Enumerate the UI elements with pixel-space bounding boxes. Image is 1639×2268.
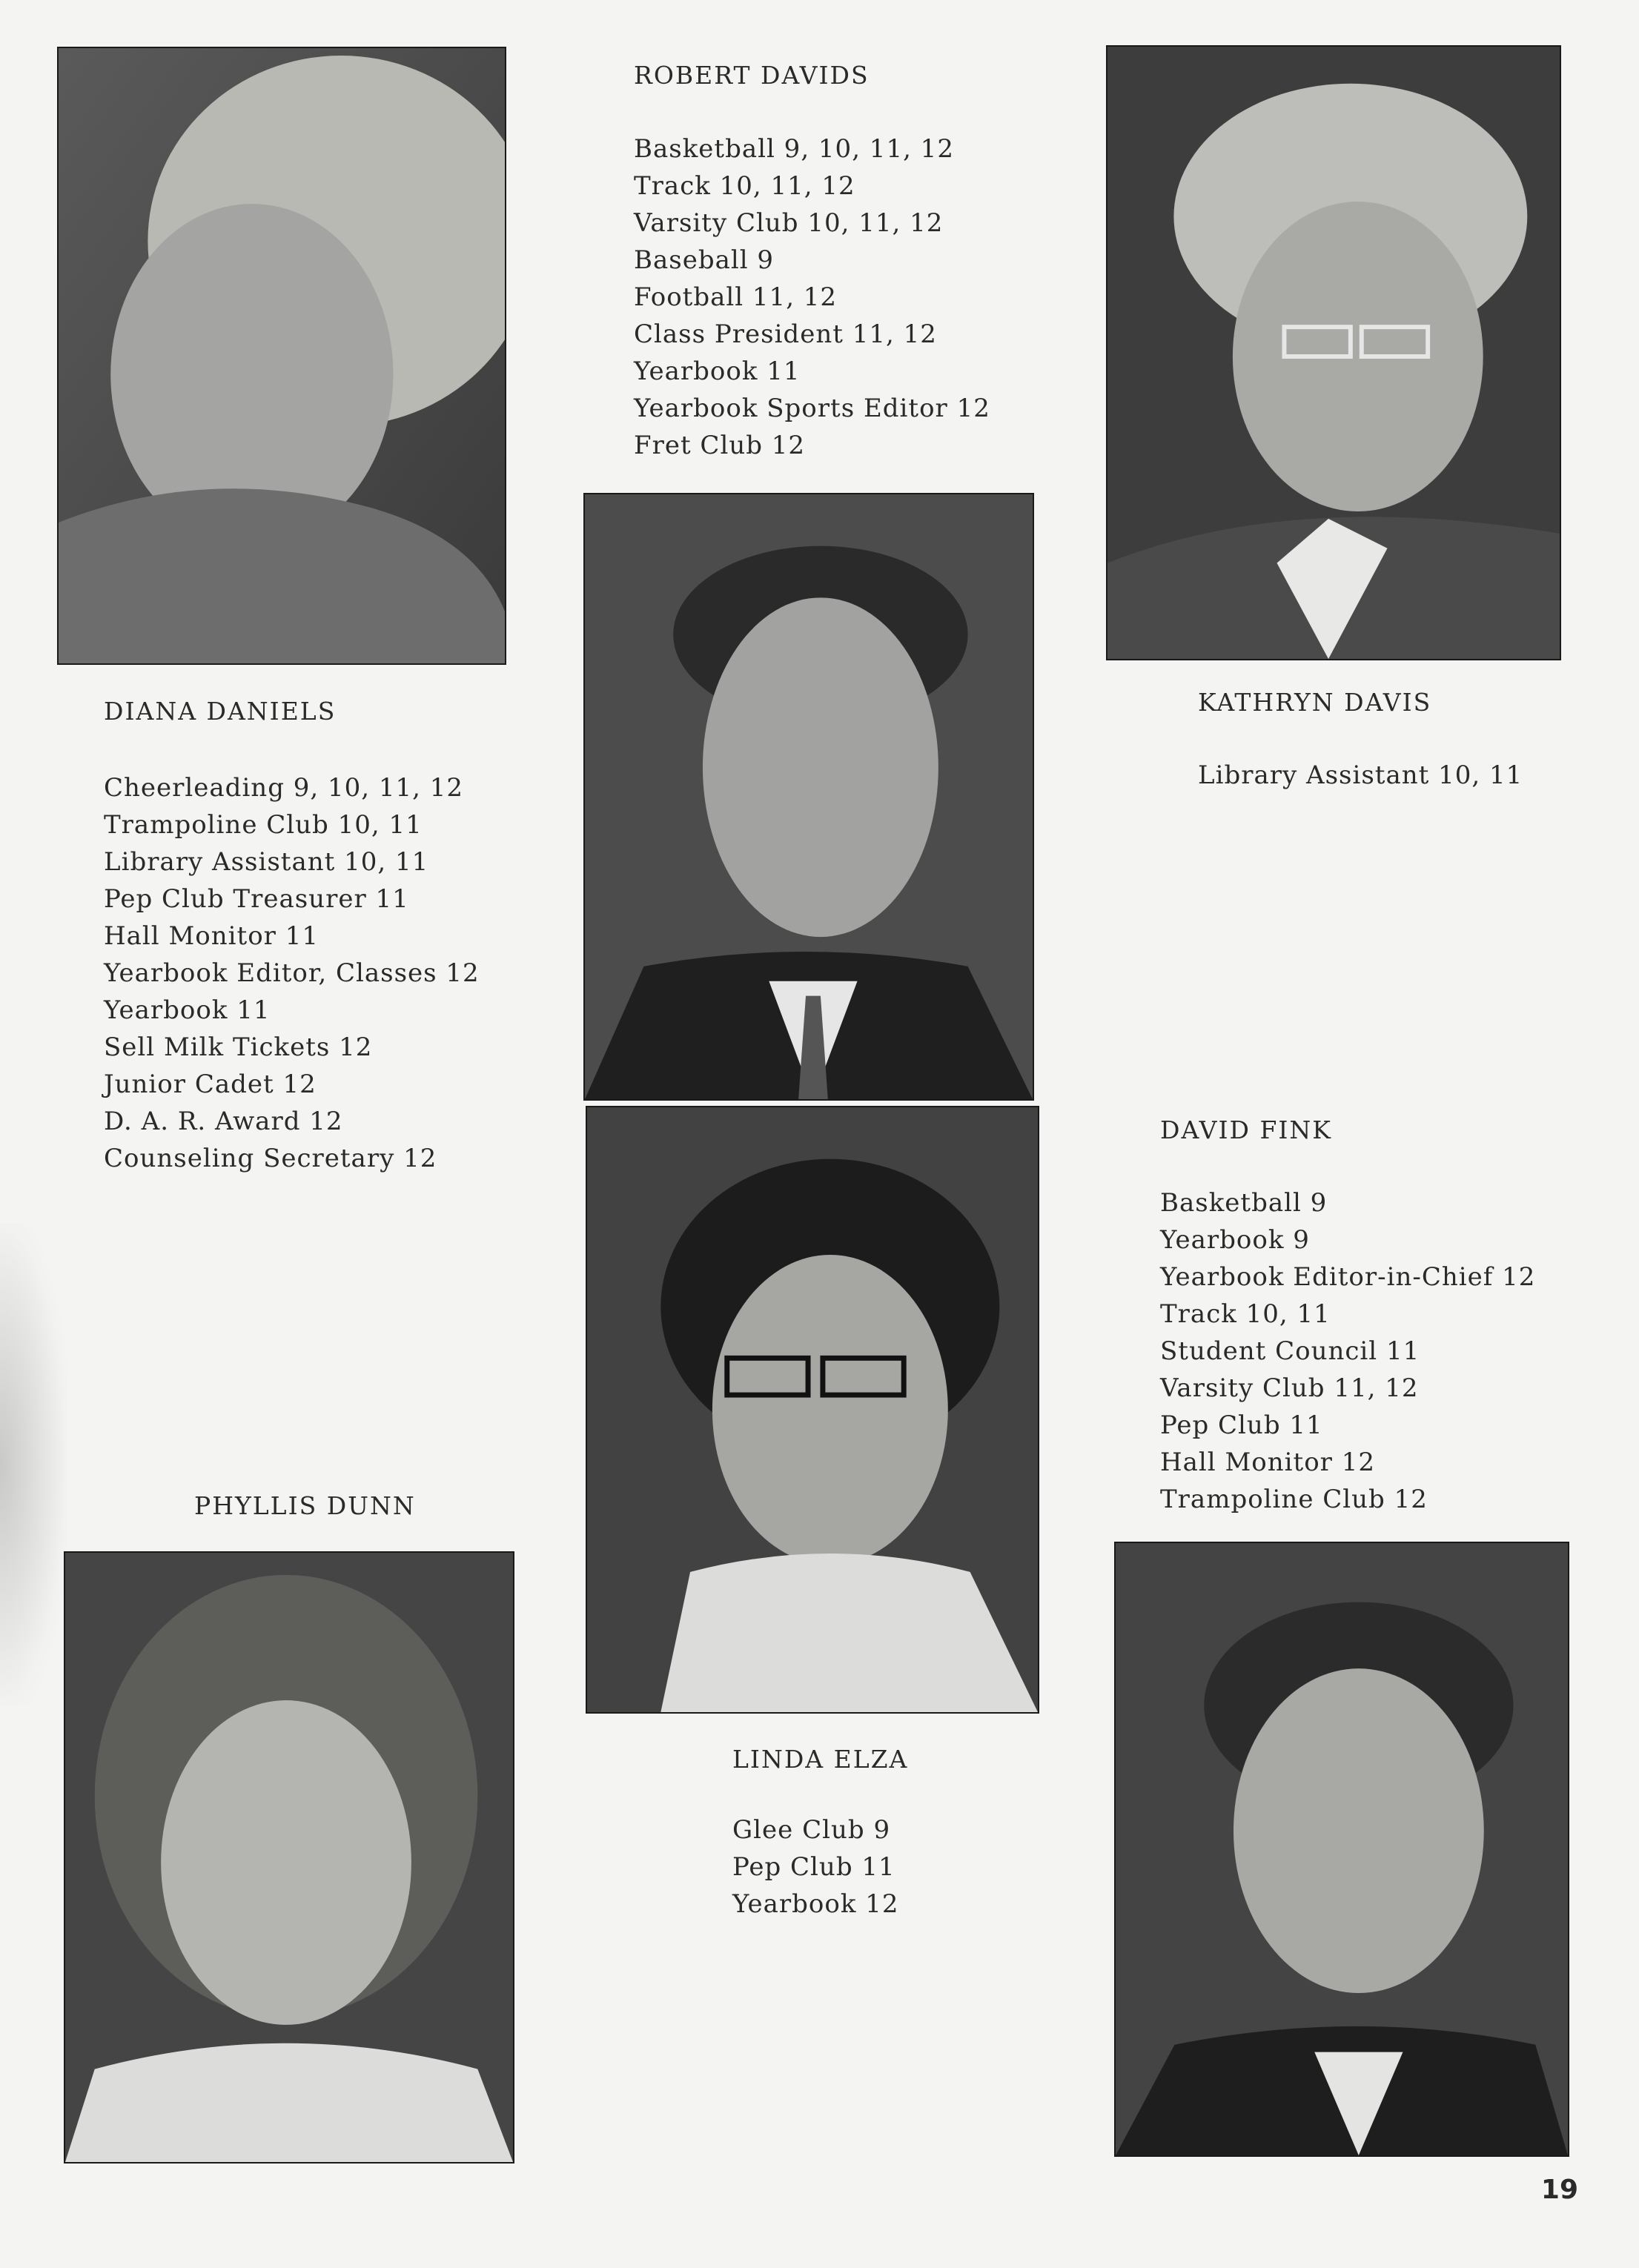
activity-item: Hall Monitor 11	[104, 921, 319, 951]
activities-diana-daniels	[104, 769, 480, 1177]
page-number: 19	[1540, 2175, 1578, 2205]
activities-kathryn-davis	[1198, 757, 1523, 794]
page-smudge	[0, 1223, 67, 1705]
portrait-diana-daniels	[57, 47, 506, 665]
student-name-linda-elza: LINDA ELZA	[732, 1745, 909, 1774]
activity-item: Class President 11, 12	[634, 319, 937, 349]
activity-item: Varsity Club 10, 11, 12	[634, 208, 944, 238]
activity-item: Student Council 11	[1160, 1336, 1420, 1366]
activity-item: Yearbook 12	[732, 1889, 899, 1919]
activity-item: Yearbook 11	[104, 995, 271, 1025]
portrait-kathryn-davis	[1106, 45, 1561, 660]
activity-item: Track 10, 11, 12	[634, 171, 855, 201]
activity-item: Yearbook Editor-in-Chief 12	[1160, 1262, 1536, 1292]
activity-item: Pep Club 11	[732, 1852, 895, 1882]
activity-item: D. A. R. Award 12	[104, 1107, 343, 1136]
portrait-linda-elza	[586, 1106, 1039, 1714]
activity-item: Junior Cadet 12	[104, 1070, 317, 1099]
student-name-phyllis-dunn: PHYLLIS DUNN	[194, 1491, 416, 1520]
student-name-diana-daniels: DIANA DANIELS	[104, 697, 337, 726]
activity-item: Counseling Secretary 12	[104, 1144, 437, 1173]
student-name-robert-davids: ROBERT DAVIDS	[634, 61, 870, 90]
activity-item: Trampoline Club 10, 11	[104, 810, 423, 840]
student-name-david-fink: DAVID FINK	[1160, 1115, 1332, 1144]
activity-item: Basketball 9	[1160, 1188, 1328, 1218]
student-name-kathryn-davis: KATHRYN DAVIS	[1198, 688, 1432, 717]
activity-item: Yearbook 11	[634, 357, 801, 386]
activity-item: Football 11, 12	[634, 282, 838, 312]
activity-item: Yearbook 9	[1160, 1225, 1310, 1255]
activity-item: Varsity Club 11, 12	[1160, 1373, 1419, 1403]
activity-item: Fret Club 12	[634, 431, 806, 460]
activity-item: Glee Club 9	[732, 1815, 891, 1845]
activity-item: Sell Milk Tickets 12	[104, 1032, 373, 1062]
portrait-phyllis-dunn	[64, 1551, 514, 2163]
activity-item: Cheerleading 9, 10, 11, 12	[104, 773, 464, 803]
activity-item: Trampoline Club 12	[1160, 1485, 1428, 1514]
activity-item: Yearbook Sports Editor 12	[634, 394, 990, 423]
activities-linda-elza	[732, 1811, 899, 1923]
activities-david-fink	[1160, 1184, 1535, 1518]
activity-item: Basketball 9, 10, 11, 12	[634, 134, 954, 164]
portrait-david-fink	[1114, 1542, 1569, 2157]
activity-item: Library Assistant 10, 11	[1198, 760, 1523, 790]
activity-item: Track 10, 11	[1160, 1299, 1331, 1329]
activity-item: Pep Club Treasurer 11	[104, 884, 409, 914]
activity-item: Baseball 9	[634, 245, 775, 275]
activities-robert-davids	[634, 130, 990, 464]
activity-item: Pep Club 11	[1160, 1410, 1323, 1440]
activity-item: Hall Monitor 12	[1160, 1448, 1375, 1477]
activity-item: Library Assistant 10, 11	[104, 847, 429, 877]
portrait-robert-davids	[583, 493, 1034, 1101]
activity-item: Yearbook Editor, Classes 12	[104, 958, 480, 988]
